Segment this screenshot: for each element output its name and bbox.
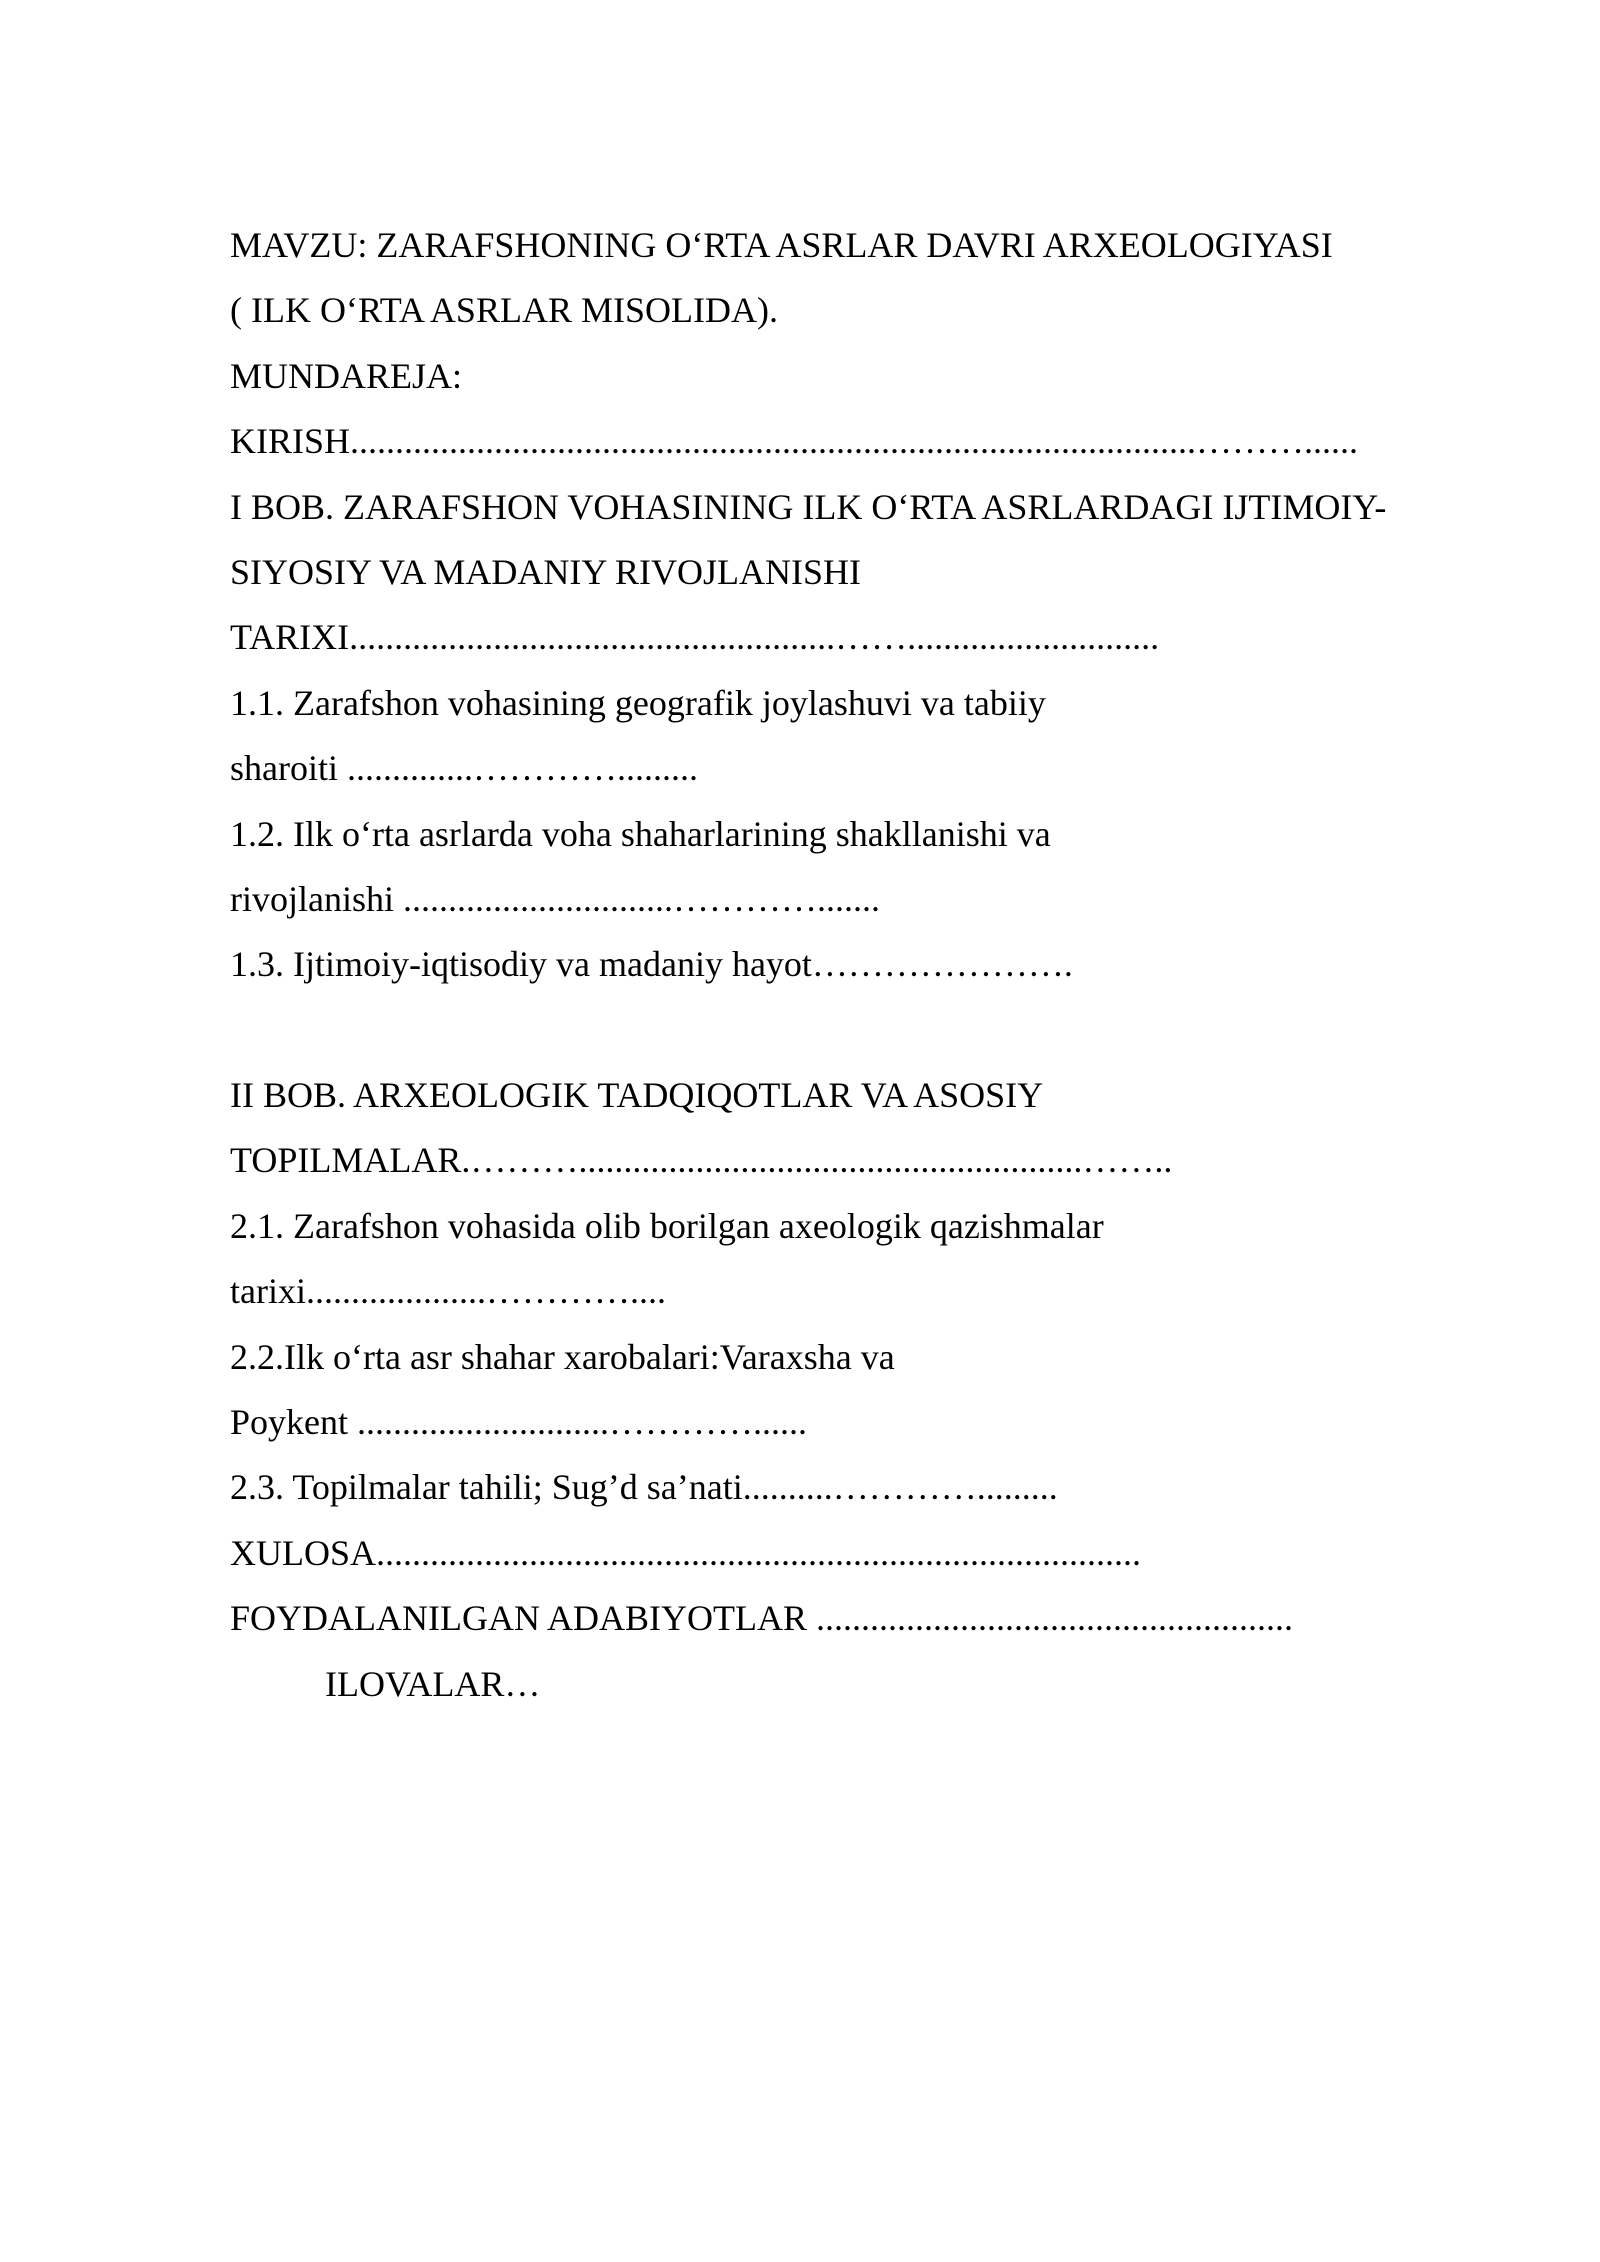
toc-chapter-2-line-2: TOPILMALAR.………........................................................…….. — [230, 1140, 1173, 1181]
toc-entry-1-2-line-1: 1.2. Ilk o‘rta asrlarda voha shaharlarining shakllanishi va — [230, 813, 1051, 854]
toc-chapter-2-line-1: II BOB. ARXEOLOGIK TADQIQOTLAR VA ASOSIY — [230, 1075, 1044, 1116]
toc-entry-conclusion: XULOSA..................................................................................... — [230, 1532, 1142, 1573]
toc-entry-2-1-line-2: tarixi....................………….... — [230, 1271, 666, 1312]
toc-entry-appendices: ILOVALAR… — [325, 1663, 541, 1704]
toc-entry-2-2-line-2: Poykent ............................…………...... — [230, 1402, 808, 1443]
toc-entry-1-3: 1.3. Ijtimoiy-iqtisodiy va madaniy hayot…………………. — [230, 944, 1073, 985]
toc-chapter-1-line-1: I BOB. ZARAFSHON VOHASINING ILK O‘RTA ASRLARDAGI IJTIMOIY- — [230, 486, 1387, 527]
topic-title-line-1: MAVZU: ZARAFSHONING O‘RTA ASRLAR DAVRI ARXEOLOGIYASI — [230, 225, 1333, 265]
table-of-contents — [230, 213, 1530, 1717]
toc-entry-1-2-line-2: rivojlanishi ..............................…………....... — [230, 878, 880, 919]
toc-entry-1-1-line-1: 1.1. Zarafshon vohasining geografik joylashuvi va tabiiy — [230, 682, 1046, 723]
topic-title-line-2: ( ILK O‘RTA ASRLAR MISOLIDA). — [230, 290, 778, 331]
toc-entry-introduction: KIRISH..............................................................................................………...... — [230, 421, 1359, 462]
contents-heading: MUNDAREJA: — [230, 355, 463, 396]
toc-chapter-1-line-2: SIYOSIY VA MADANIY RIVOJLANISHI — [230, 551, 862, 592]
toc-entry-2-2-line-1: 2.2.Ilk o‘rta asr shahar xarobalari:Varaxsha va — [230, 1336, 895, 1377]
toc-entry-2-1-line-1: 2.1. Zarafshon vohasida olib borilgan axeologik qazishmalar — [230, 1205, 1104, 1246]
toc-entry-2-3: 2.3. Topilmalar tahili; Sug’d sa’nati..........…………......... — [230, 1467, 1058, 1508]
toc-entry-references: FOYDALANILGAN ADABIYOTLAR ..................................................... — [230, 1598, 1293, 1639]
toc-chapter-1-line-3: TARIXI......................................................……............................ — [230, 617, 1160, 658]
blank-line — [230, 998, 1530, 1063]
toc-entry-1-1-line-2: sharoiti ..............…………......... — [230, 748, 698, 789]
